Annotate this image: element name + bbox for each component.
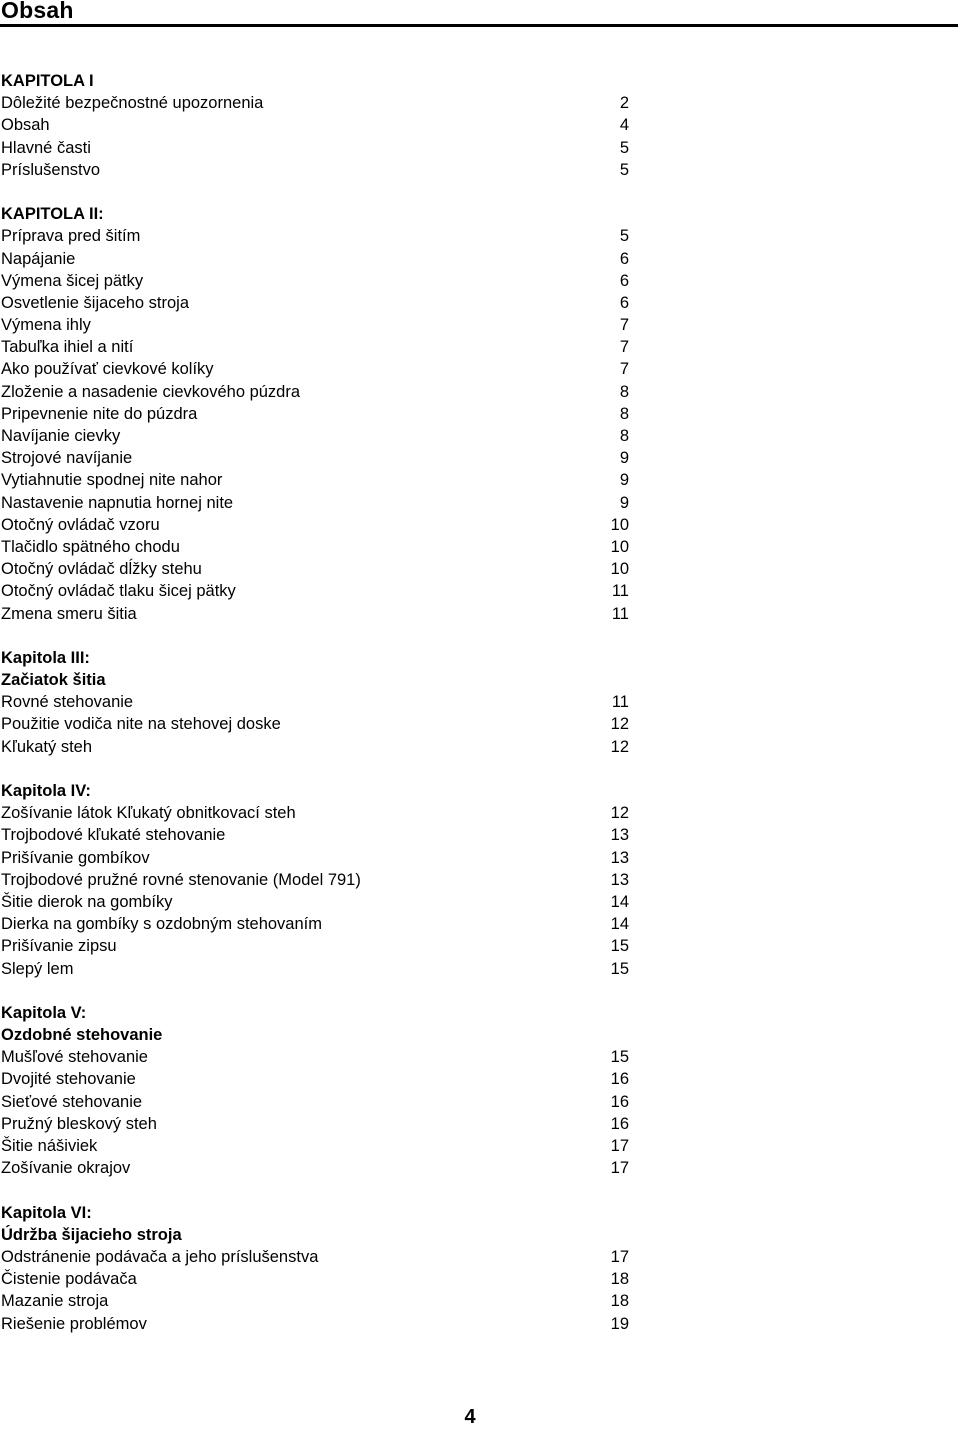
toc-entry-page: 8	[619, 404, 629, 423]
toc-entry-page: 10	[610, 515, 629, 534]
toc-entry[interactable]	[1, 869, 631, 891]
toc-entry-page: 16	[610, 1070, 629, 1089]
section-gap	[1, 1179, 631, 1201]
toc-entry-label: Mušľové stehovanie	[1, 1048, 148, 1067]
heading-text: Údržba šijacieho stroja	[1, 1225, 182, 1244]
toc-entry-page: 13	[610, 848, 629, 867]
toc-entry-label: Čistenie podávača	[1, 1270, 137, 1289]
toc-entry-label: Pripevnenie nite do púzdra	[1, 404, 198, 423]
toc-entry-page: 12	[610, 715, 629, 734]
toc-entry[interactable]	[1, 270, 631, 292]
toc-entry[interactable]	[1, 137, 631, 159]
heading-text: KAPITOLA II:	[1, 205, 104, 224]
toc-entry[interactable]	[1, 447, 631, 469]
toc-entry-label: Rovné stehovanie	[1, 693, 134, 712]
toc-entry-page: 11	[611, 604, 629, 623]
toc-entry-page: 6	[619, 249, 629, 268]
toc-entry-label: Šitie dierok na gombíky	[1, 892, 173, 911]
toc-entry-page: 18	[610, 1270, 629, 1289]
toc-entry[interactable]	[1, 225, 631, 247]
toc-entry[interactable]	[1, 580, 631, 602]
chapter-heading	[1, 647, 631, 669]
toc-entry-page: 5	[619, 160, 629, 179]
section-gap	[1, 758, 631, 780]
toc-entry-page: 10	[610, 560, 629, 579]
toc-entry-page: 5	[619, 138, 629, 157]
toc-entry-label: Tlačidlo spätného chodu	[1, 537, 180, 556]
toc-entry-page: 17	[610, 1137, 629, 1155]
toc-entry-page: 11	[611, 693, 629, 712]
toc-entry-page: 17	[610, 1159, 629, 1178]
toc-section	[1, 1202, 631, 1335]
toc-entry-page: 17	[610, 1247, 629, 1266]
toc-entry[interactable]	[1, 603, 631, 625]
toc-entry[interactable]	[1, 92, 631, 114]
toc-entry[interactable]	[1, 1113, 631, 1135]
toc-section	[1, 203, 631, 625]
toc-entry-page: 15	[610, 1048, 629, 1067]
chapter-heading	[1, 70, 631, 92]
section-gap	[1, 181, 631, 203]
toc-entry-label: Zloženie a nasadenie cievkového púzdra	[1, 382, 301, 401]
table-of-contents	[1, 70, 631, 1335]
toc-entry-page: 7	[619, 338, 629, 357]
toc-section	[1, 1002, 631, 1180]
heading-text: Kapitola III:	[1, 648, 90, 667]
toc-entry[interactable]	[1, 935, 631, 957]
toc-entry-label: Príslušenstvo	[1, 160, 101, 179]
toc-entry[interactable]	[1, 891, 631, 913]
toc-entry-page: 19	[610, 1314, 629, 1333]
toc-entry-label: Mazanie stroja	[1, 1292, 109, 1311]
chapter-heading	[1, 1002, 631, 1024]
toc-entry-page: 15	[610, 959, 629, 978]
page-number: 4	[464, 1406, 476, 1428]
toc-entry[interactable]	[1, 381, 631, 403]
toc-entry-label: Dôležité bezpečnostné upozornenia	[1, 94, 264, 113]
toc-entry-page: 5	[619, 227, 629, 246]
toc-entry-page: 7	[619, 316, 629, 335]
toc-entry-label: Kľukatý steh	[1, 737, 93, 756]
toc-entry-label: Tabuľka ihiel a nití	[1, 338, 134, 357]
toc-entry-page: 13	[610, 870, 629, 889]
toc-entry-page: 14	[610, 892, 629, 911]
toc-entry-page: 6	[619, 293, 629, 312]
toc-entry[interactable]	[1, 1091, 631, 1113]
toc-entry-label: Šitie nášiviek	[1, 1137, 98, 1155]
toc-entry-label: Slepý lem	[1, 959, 74, 978]
toc-entry-label: Obsah	[1, 116, 50, 135]
toc-section	[1, 647, 631, 758]
chapter-subtitle	[1, 1024, 631, 1046]
toc-entry[interactable]	[1, 913, 631, 935]
toc-entry-label: Príprava pred šitím	[1, 227, 141, 246]
title-rule	[0, 24, 958, 27]
toc-entry[interactable]	[1, 558, 631, 580]
toc-entry[interactable]	[1, 691, 631, 713]
toc-entry-label: Prišívanie gombíkov	[1, 848, 150, 867]
toc-entry-label: Osvetlenie šijaceho stroja	[1, 293, 190, 312]
toc-entry-label: Vytiahnutie spodnej nite nahor	[1, 471, 223, 490]
toc-entry[interactable]	[1, 958, 631, 980]
toc-entry-label: Zmena smeru šitia	[1, 604, 137, 623]
toc-entry-label: Otočný ovládač dĺžky stehu	[1, 560, 202, 579]
toc-entry[interactable]	[1, 114, 631, 136]
heading-text: Ozdobné stehovanie	[1, 1026, 163, 1045]
toc-entry-page: 15	[610, 937, 629, 956]
toc-entry-page: 16	[610, 1092, 629, 1111]
toc-entry-page: 13	[610, 826, 629, 845]
toc-entry[interactable]	[1, 469, 631, 491]
toc-entry-label: Zošívanie okrajov	[1, 1159, 131, 1178]
toc-entry[interactable]	[1, 713, 631, 735]
toc-entry[interactable]	[1, 1068, 631, 1090]
toc-entry-label: Napájanie	[1, 249, 76, 268]
toc-entry-page: 16	[610, 1114, 629, 1133]
toc-entry-page: 9	[619, 471, 629, 490]
toc-entry[interactable]	[1, 802, 631, 824]
chapter-heading	[1, 780, 631, 802]
toc-entry[interactable]	[1, 425, 631, 447]
toc-entry-label: Prišívanie zipsu	[1, 937, 117, 956]
heading-text: Kapitola VI:	[1, 1203, 92, 1222]
toc-entry[interactable]	[1, 536, 631, 558]
toc-entry-label: Sieťové stehovanie	[1, 1092, 143, 1111]
toc-entry-label: Použitie vodiča nite na stehovej doske	[1, 715, 281, 734]
toc-section	[1, 780, 631, 980]
toc-entry-label: Zošívanie látok Kľukatý obnitkovací steh	[1, 804, 296, 823]
toc-entry-page: 18	[610, 1292, 629, 1311]
toc-entry[interactable]	[1, 1246, 631, 1268]
toc-entry[interactable]	[1, 736, 631, 758]
toc-entry-label: Výmena ihly	[1, 316, 91, 335]
toc-entry-label: Trojbodové kľukaté stehovanie	[1, 826, 226, 845]
toc-entry[interactable]	[1, 492, 631, 514]
toc-entry-page: 8	[619, 382, 629, 401]
toc-entry-label: Dierka na gombíky s ozdobným stehovaním	[1, 915, 322, 934]
section-gap	[1, 625, 631, 647]
toc-entry-label: Ako používať cievkové kolíky	[1, 360, 214, 379]
toc-entry-label: Otočný ovládač vzoru	[1, 515, 160, 534]
toc-entry[interactable]	[1, 403, 631, 425]
toc-entry[interactable]	[1, 1135, 631, 1157]
heading-text: Kapitola V:	[1, 1003, 87, 1022]
toc-entry[interactable]	[1, 159, 631, 181]
section-gap	[1, 980, 631, 1002]
toc-entry-page: 8	[619, 427, 629, 445]
toc-entry[interactable]	[1, 336, 631, 358]
toc-entry[interactable]	[1, 314, 631, 336]
toc-entry-label: Hlavné časti	[1, 138, 91, 157]
toc-entry-page: 9	[619, 449, 629, 468]
toc-entry[interactable]	[1, 1290, 631, 1312]
toc-entry[interactable]	[1, 1046, 631, 1068]
toc-entry-label: Nastavenie napnutia hornej nite	[1, 493, 234, 512]
chapter-heading	[1, 203, 631, 225]
toc-entry[interactable]	[1, 1157, 631, 1179]
chapter-heading	[1, 1202, 631, 1224]
heading-text: KAPITOLA I	[1, 72, 94, 90]
toc-entry-label: Dvojité stehovanie	[1, 1070, 136, 1089]
toc-entry-label: Riešenie problémov	[1, 1314, 147, 1333]
chapter-subtitle	[1, 669, 631, 691]
toc-entry-page: 10	[610, 537, 629, 556]
toc-entry-page: 9	[619, 493, 629, 512]
toc-entry-page: 7	[619, 360, 629, 379]
toc-entry-page: 12	[610, 804, 629, 823]
heading-text: Kapitola IV:	[1, 782, 91, 800]
toc-entry-page: 6	[619, 271, 629, 290]
toc-entry-label: Pružný bleskový steh	[1, 1114, 157, 1133]
heading-text: Začiatok šitia	[1, 671, 106, 690]
toc-entry[interactable]	[1, 248, 631, 270]
toc-entry[interactable]	[1, 514, 631, 536]
toc-entry-page: 4	[619, 116, 629, 135]
toc-entry[interactable]	[1, 1313, 631, 1335]
toc-entry-label: Výmena šicej pätky	[1, 271, 144, 290]
toc-entry-label: Strojové navíjanie	[1, 449, 133, 468]
toc-entry-label: Odstránenie podávača a jeho príslušenstva	[1, 1247, 319, 1266]
toc-section	[1, 70, 631, 181]
toc-entry[interactable]	[1, 824, 631, 846]
toc-entry[interactable]	[1, 1268, 631, 1290]
toc-entry-page: 11	[611, 582, 629, 601]
toc-entry-page: 12	[610, 737, 629, 756]
toc-entry-page: 2	[619, 94, 629, 113]
toc-entry[interactable]	[1, 847, 631, 869]
toc-entry[interactable]	[1, 292, 631, 314]
chapter-subtitle	[1, 1224, 631, 1246]
toc-entry-label: Navíjanie cievky	[1, 427, 121, 445]
toc-entry-label: Trojbodové pružné rovné stenovanie (Model 791)	[1, 870, 361, 889]
toc-entry-page: 14	[610, 915, 629, 934]
toc-entry-label: Otočný ovládač tlaku šicej pätky	[1, 582, 236, 601]
page-title: Obsah	[1, 0, 74, 23]
toc-entry[interactable]	[1, 358, 631, 380]
